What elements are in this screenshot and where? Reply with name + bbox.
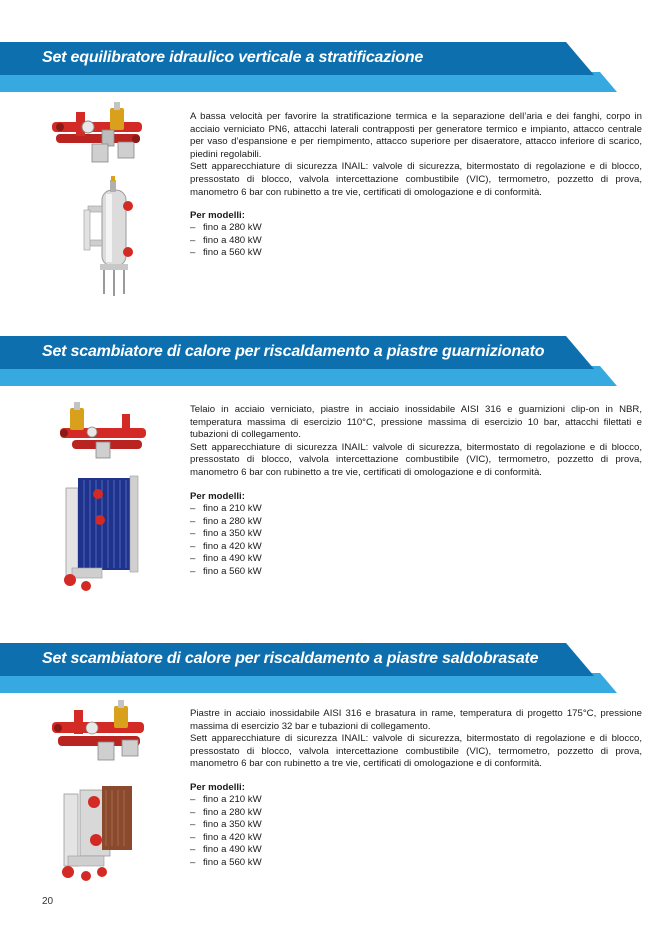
section-1-models-title: Per modelli:: [190, 210, 245, 221]
section-3-intro: Piastre in acciaio inossidabile AISI 316 e brasatura in rame, temperatura di progetto 175°C, pressione massima di esercizio 32 bar e tubazioni di collegamento.: [190, 708, 642, 732]
section-3-description: [190, 708, 642, 771]
section-3-title: Set scambiatore di calore per riscaldamento a piastre saldobrasate: [42, 650, 539, 667]
model-item: – fino a 490 kW: [190, 553, 262, 565]
section-1-description: [190, 111, 642, 199]
section-3-safety-kit: Sett apparecchiature di sicurezza INAIL: valvole di sicurezza, bitermostato di regolazione e di blocco, pressostato di blocco, valvola intercettazione combustibile (VIC), termometro, pozzetto di prova, manometro 6 bar con rubinetto a tre vie, certificati di omologazione e di conformità.: [190, 733, 642, 770]
model-item: – fino a 280 kW: [190, 806, 262, 818]
safety-valve-manifold-image: [56, 402, 152, 469]
model-item: – fino a 210 kW: [190, 794, 262, 805]
model-item: – fino a 280 kW: [190, 222, 262, 233]
brazed-plate-exchanger-image: [58, 784, 138, 889]
safety-valve-manifold-image: [48, 700, 148, 771]
model-item: – fino a 560 kW: [190, 247, 262, 259]
gasketed-plate-exchanger-image: [60, 474, 142, 599]
model-item: – fino a 420 kW: [190, 540, 262, 552]
section-2-header-band: [0, 336, 667, 388]
section-3-models-list: [190, 794, 262, 870]
section-2-models-list: [190, 503, 262, 579]
section-3-models-title: Per modelli:: [190, 782, 245, 793]
model-item: – fino a 420 kW: [190, 831, 262, 843]
section-3-header-band: [0, 643, 667, 695]
model-item: – fino a 490 kW: [190, 844, 262, 856]
section-2-intro: Telaio in acciaio verniciato, piastre in acciaio inossidabile AISI 316 e guarnizioni clip-on in NBR, temperatura massima di esercizio 110°C, pressione massima di esercizio 10 bar, attacchi filettati e tubazioni di collegamento.: [190, 404, 642, 441]
section-2-title: Set scambiatore di calore per riscaldamento a piastre guarnizionato: [42, 343, 545, 360]
model-item: – fino a 210 kW: [190, 503, 262, 514]
section-1-models-list: [190, 222, 262, 260]
section-1-header-band: [0, 42, 667, 94]
section-1-title: Set equilibratore idraulico verticale a stratificazione: [42, 49, 424, 66]
model-item: – fino a 560 kW: [190, 856, 262, 868]
section-2-safety-kit: Sett apparecchiature di sicurezza INAIL: valvole di sicurezza, bitermostato di regolazione e di blocco, pressostato di blocco, valvola intercettazione combustibile (VIC), termometro, pozzetto di prova, manometro 6 bar con rubinetto a tre vie, certificati di omologazione e di conformità.: [190, 441, 642, 478]
model-item: – fino a 560 kW: [190, 565, 262, 577]
section-2-models-title: Per modelli:: [190, 491, 245, 502]
model-item: – fino a 350 kW: [190, 528, 262, 540]
model-item: – fino a 280 kW: [190, 515, 262, 527]
section-2-description: [190, 404, 642, 480]
model-item: – fino a 350 kW: [190, 819, 262, 831]
hydraulic-manifold-image: [48, 100, 148, 175]
vertical-separator-tank-image: [80, 176, 140, 303]
section-1-safety-kit: Sett apparecchiature di sicurezza INAIL: valvole di sicurezza, bitermostato di regolazione e di blocco, pressostato di blocco, valvola intercettazione combustibile (VIC), termometro, pozzetto di prova, manometro 6 bar con rubinetto a tre vie, certificati di omologazione e di conformità.: [190, 161, 642, 198]
section-1-intro: A bassa velocità per favorire la stratificazione termica e la separazione dell’aria e dei fanghi, corpo in acciaio verniciato PN6, attacchi laterali contrapposti per generatore termico e impianto, attacco centrale per vaso d’espansione e per riempimento, attacco superiore per disaeratore, attacco inferiore di scarico, piedini regolabili.: [190, 111, 642, 160]
model-item: – fino a 480 kW: [190, 234, 262, 246]
page-number: 20: [42, 896, 54, 907]
